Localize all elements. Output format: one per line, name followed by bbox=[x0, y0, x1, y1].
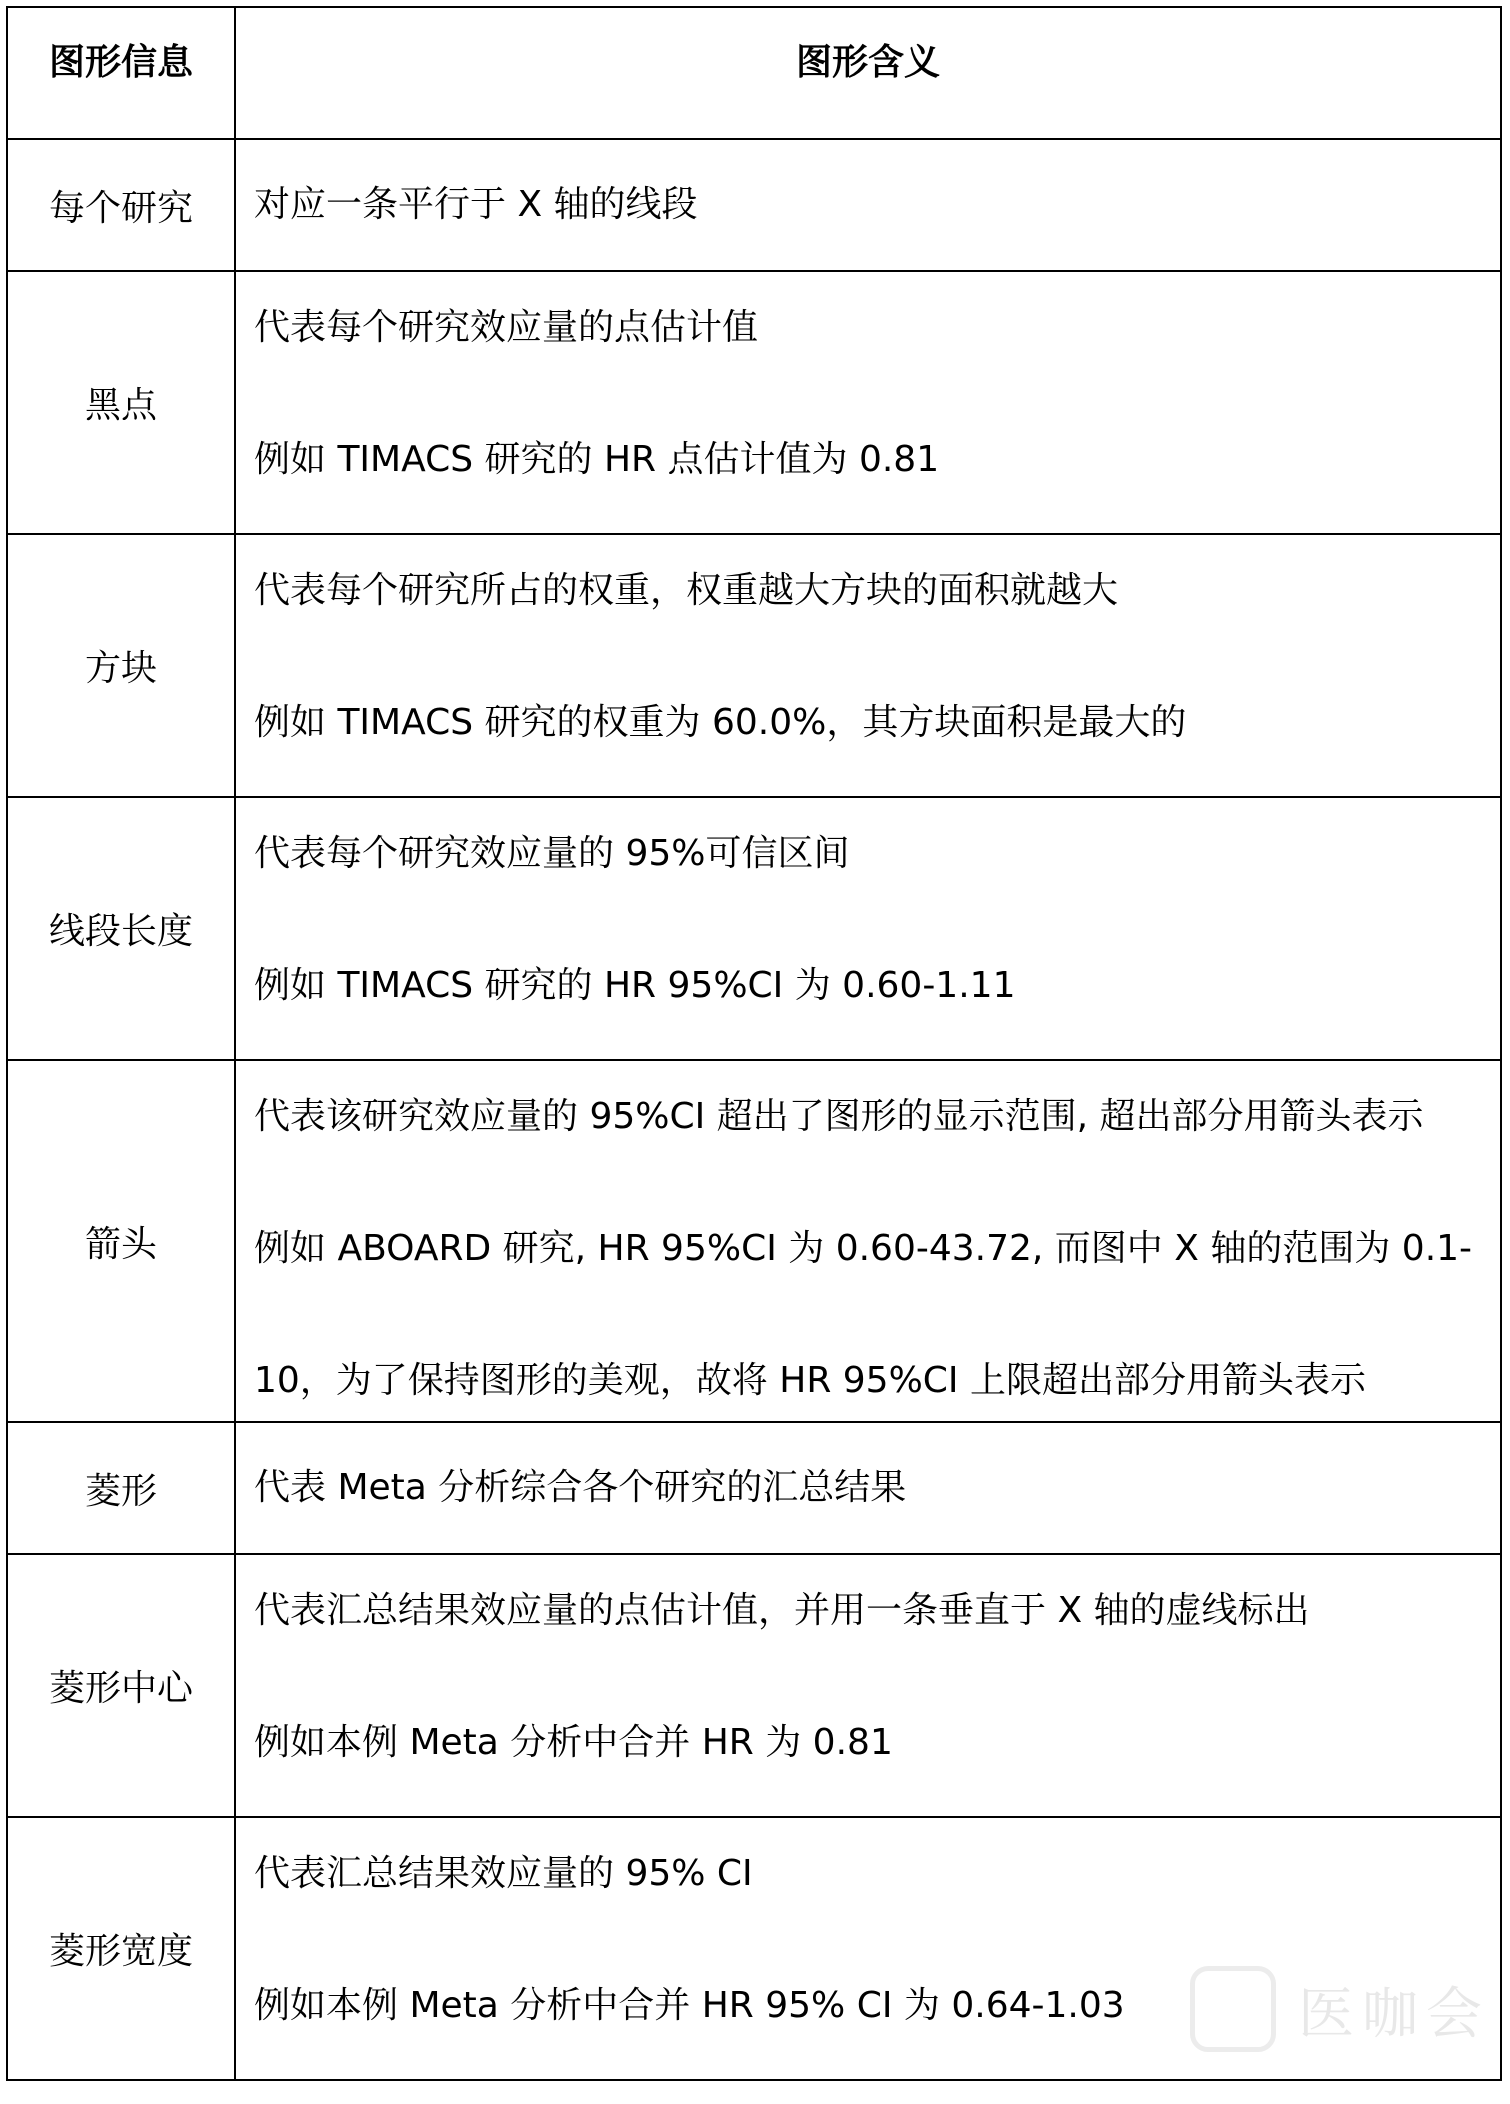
description-line: 例如本例 Meta 分析中合并 HR 为 0.81 bbox=[254, 1722, 893, 1763]
table-row bbox=[7, 271, 1501, 534]
row-description bbox=[235, 1060, 1501, 1422]
description-line: 代表每个研究效应量的点估计值 bbox=[254, 307, 759, 348]
row-label: 箭头 bbox=[7, 1060, 235, 1422]
row-label: 黑点 bbox=[7, 271, 235, 534]
description-line: 代表该研究效应量的 95%CI 超出了图形的显示范围, 超出部分用箭头表示 bbox=[254, 1096, 1424, 1137]
watermark-text: 医咖会 bbox=[1298, 1982, 1490, 2047]
row-label: 菱形 bbox=[7, 1422, 235, 1554]
description-line: 例如 ABOARD 研究, HR 95%CI 为 0.60-43.72, 而图中 X 轴的范围为 0.1- bbox=[254, 1228, 1473, 1269]
table-row bbox=[7, 139, 1501, 271]
description-line: 例如 TIMACS 研究的权重为 60.0%，其方块面积是最大的 bbox=[254, 702, 1187, 743]
description-line: 代表汇总结果效应量的点估计值，并用一条垂直于 X 轴的虚线标出 bbox=[254, 1590, 1310, 1631]
table-row bbox=[7, 1554, 1501, 1817]
row-label: 方块 bbox=[7, 534, 235, 797]
header-cell bbox=[7, 7, 235, 139]
row-label: 每个研究 bbox=[7, 139, 235, 271]
forest-plot-legend-table bbox=[6, 6, 1502, 2081]
watermark bbox=[1190, 1960, 1490, 2070]
description-line: 代表每个研究效应量的 95%可信区间 bbox=[254, 833, 850, 874]
row-description bbox=[235, 139, 1501, 271]
row-description bbox=[235, 271, 1501, 534]
description-line: 对应一条平行于 X 轴的线段 bbox=[254, 184, 698, 225]
description-line: 代表汇总结果效应量的 95% CI bbox=[254, 1853, 753, 1894]
header-graphic-meaning: 图形含义 bbox=[795, 42, 940, 83]
row-label: 菱形宽度 bbox=[7, 1817, 235, 2080]
row-description bbox=[235, 1554, 1501, 1817]
table-row bbox=[7, 797, 1501, 1060]
description-line: 代表 Meta 分析综合各个研究的汇总结果 bbox=[254, 1467, 907, 1508]
table-row bbox=[7, 1422, 1501, 1554]
description-line: 例如 TIMACS 研究的 HR 点估计值为 0.81 bbox=[254, 439, 940, 480]
watermark-logo-icon bbox=[1190, 1966, 1276, 2052]
description-line: 10，为了保持图形的美观，故将 HR 95%CI 上限超出部分用箭头表示 bbox=[254, 1360, 1366, 1401]
table-header-row bbox=[7, 7, 1501, 139]
row-description bbox=[235, 797, 1501, 1060]
row-label: 线段长度 bbox=[7, 797, 235, 1060]
description-line: 代表每个研究所占的权重，权重越大方块的面积就越大 bbox=[254, 570, 1119, 611]
table-row bbox=[7, 534, 1501, 797]
description-line: 例如本例 Meta 分析中合并 HR 95% CI 为 0.64-1.03 bbox=[254, 1985, 1125, 2026]
row-description bbox=[235, 1422, 1501, 1554]
description-line: 例如 TIMACS 研究的 HR 95%CI 为 0.60-1.11 bbox=[254, 965, 1016, 1006]
table-row bbox=[7, 1060, 1501, 1422]
header-cell bbox=[235, 7, 1501, 139]
header-graphic-info: 图形信息 bbox=[48, 42, 193, 83]
row-description bbox=[235, 534, 1501, 797]
row-label: 菱形中心 bbox=[7, 1554, 235, 1817]
